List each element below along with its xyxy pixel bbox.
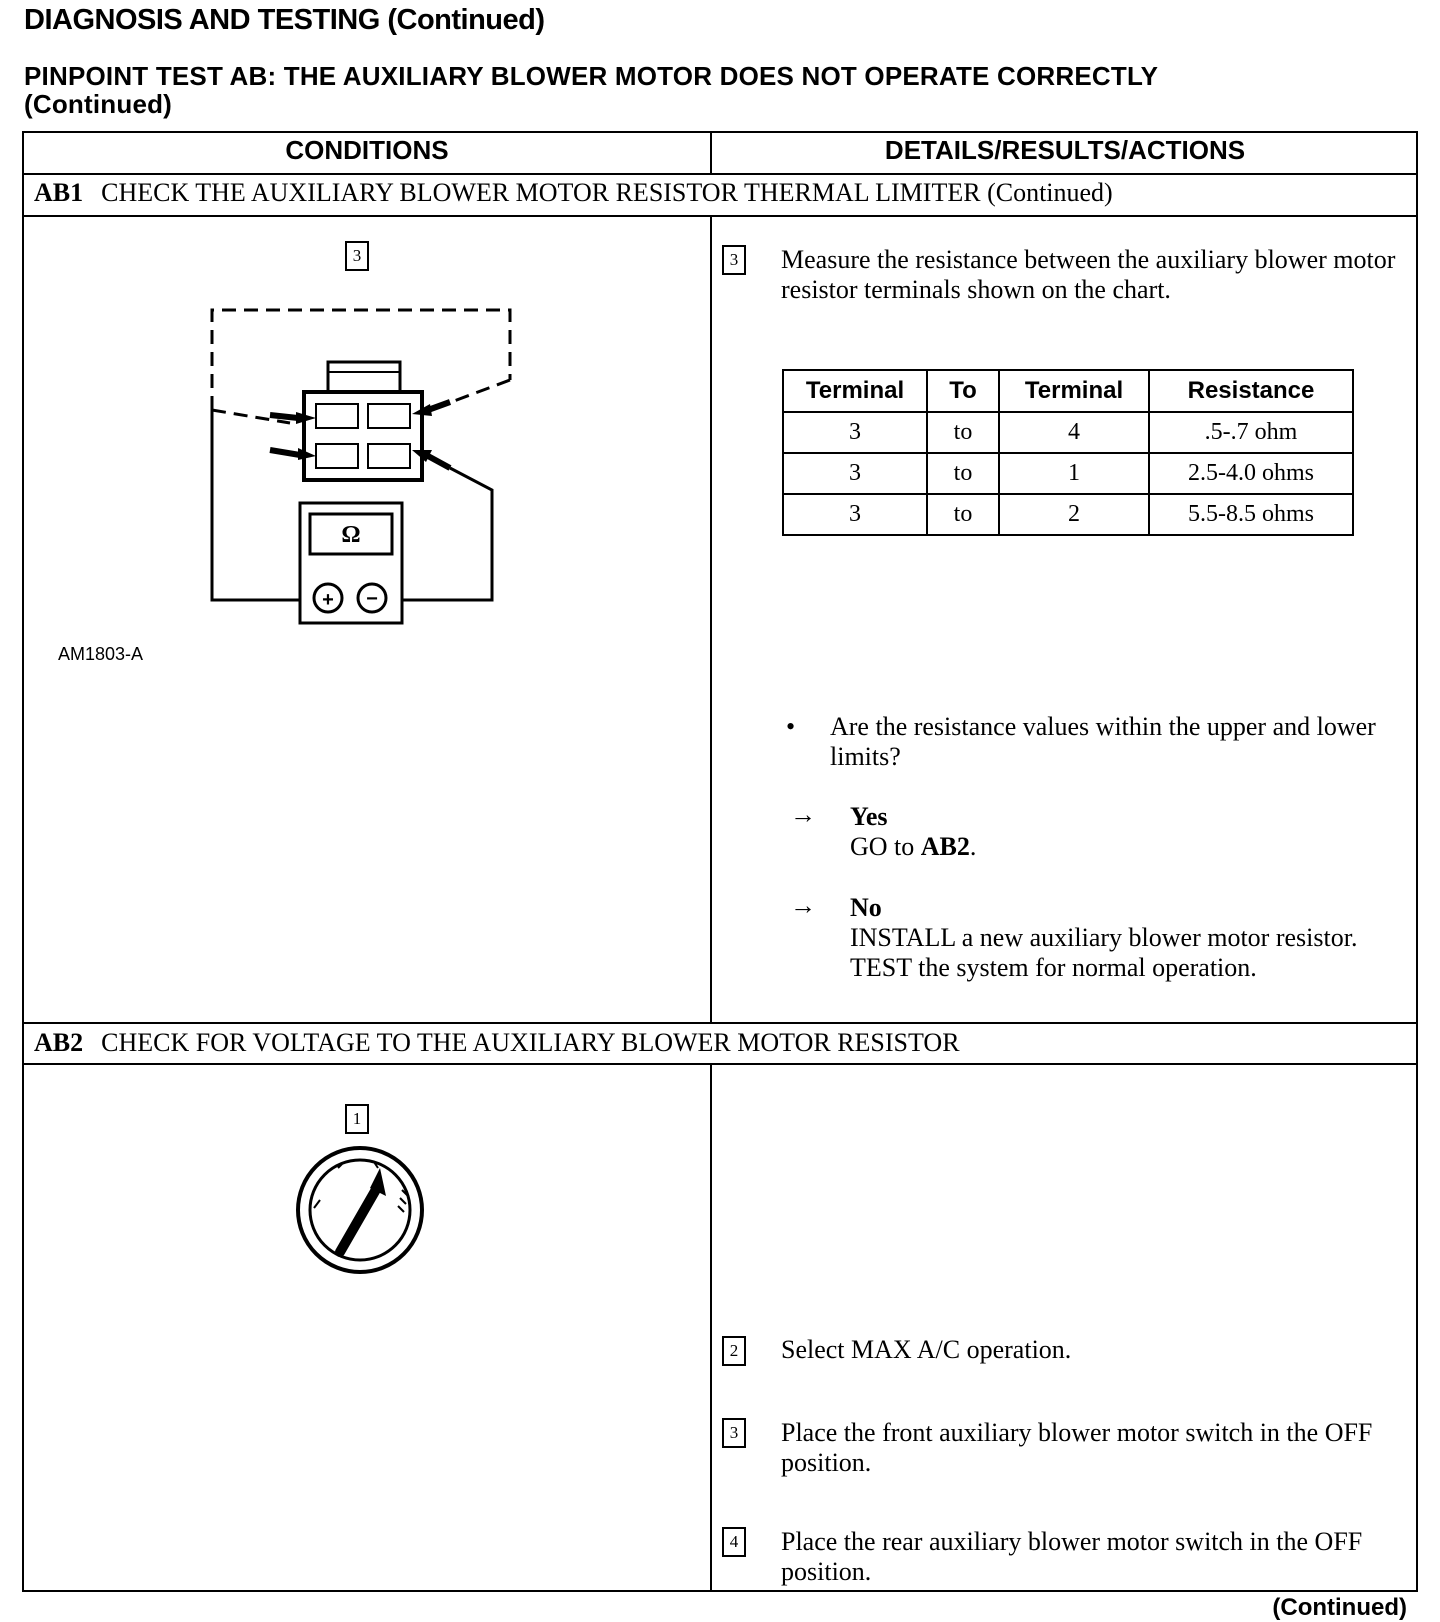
chart-cell: 2.5-4.0 ohms (1149, 453, 1353, 494)
chart-cell: to (927, 494, 999, 535)
pinpoint-test-title (24, 62, 1158, 118)
no-result (850, 893, 1370, 983)
no-label: No (850, 893, 882, 922)
chart-cell: 3 (783, 494, 927, 535)
chart-cell: 3 (783, 453, 927, 494)
chart-header: Resistance (1149, 370, 1353, 412)
pinpoint-test-title-line2: (Continued) (24, 89, 173, 119)
step-instruction: Select MAX A/C operation. (781, 1335, 1072, 1364)
step-number: 4 (722, 1527, 746, 1557)
step-number: 3 (722, 245, 746, 275)
chart-cell: 3 (783, 412, 927, 453)
ab1-code: AB1 (34, 178, 84, 207)
yes-action: GO to AB2. (850, 832, 977, 861)
chart-cell: 1 (999, 453, 1149, 494)
divider (22, 215, 1418, 217)
meter-lead-negative (398, 468, 492, 600)
arrow-icon: → (790, 891, 816, 920)
ab2-step-header (34, 1028, 960, 1058)
arrow-icon: → (790, 800, 816, 829)
page-title: DIAGNOSIS AND TESTING (Continued) (24, 4, 545, 36)
positive-sign: + (322, 589, 334, 611)
figure-label: AM1803-A (58, 644, 144, 664)
step-number: 3 (722, 1418, 746, 1448)
conditions-header: CONDITIONS (285, 135, 449, 165)
divider (22, 173, 1418, 175)
chart-cell: 4 (999, 412, 1149, 453)
step-instruction: Place the front auxiliary blower motor switch in the OFF position. (781, 1418, 1373, 1477)
step-instruction: Measure the resistance between the auxiliary blower motor resistor terminals shown on the chart. (781, 245, 1396, 304)
ab2-reference: AB2 (920, 832, 970, 861)
negative-sign: − (366, 588, 378, 610)
pinpoint-test-title-line1: PINPOINT TEST AB: THE AUXILIARY BLOWER MOTOR DOES NOT OPERATE CORRECTLY (24, 61, 1159, 91)
step-number: 2 (722, 1336, 746, 1366)
step-instruction: Place the rear auxiliary blower motor switch in the OFF position. (781, 1527, 1363, 1586)
figure-step-number: 3 (345, 241, 369, 271)
terminal (316, 404, 358, 428)
column-divider (710, 215, 712, 1024)
details-header: DETAILS/RESULTS/ACTIONS (884, 135, 1246, 165)
yes-result (850, 802, 1410, 862)
divider (22, 1063, 1418, 1065)
bullet-icon: • (786, 712, 796, 741)
yes-label: Yes (850, 802, 888, 831)
chart-header: To (927, 370, 999, 412)
ohm-symbol: Ω (341, 522, 361, 548)
chart-header: Terminal (783, 370, 927, 412)
question-text: Are the resistance values within the upper and lower limits? (830, 712, 1376, 771)
chart-cell: to (927, 453, 999, 494)
chart-header: Terminal (999, 370, 1149, 412)
figure-step-number: 1 (345, 1104, 369, 1134)
ab1-title: CHECK THE AUXILIARY BLOWER MOTOR RESISTOR THERMAL LIMITER (Continued) (101, 178, 1113, 207)
table-row (783, 453, 1353, 494)
divider (22, 1022, 1418, 1024)
no-action: INSTALL a new auxiliary blower motor resistor. TEST the system for normal operation. (850, 923, 1358, 982)
terminal (316, 444, 358, 468)
chart-cell: 5.5-8.5 ohms (1149, 494, 1353, 535)
meter-lead-positive (212, 410, 304, 600)
chart-cell: to (927, 412, 999, 453)
chart-cell: 2 (999, 494, 1149, 535)
ab2-code: AB2 (34, 1028, 84, 1057)
table-row (783, 494, 1353, 535)
column-divider (710, 1063, 712, 1592)
connector-latch (328, 362, 400, 392)
terminal (368, 404, 410, 428)
resistor-measurement-diagram (200, 300, 520, 652)
chart-cell: .5-.7 ohm (1149, 412, 1353, 453)
table-row (783, 412, 1353, 453)
terminal (368, 444, 410, 468)
ignition-switch-icon (290, 1140, 430, 1280)
ab1-step-header (34, 178, 1113, 208)
resistance-chart (782, 369, 1354, 536)
ab2-title: CHECK FOR VOLTAGE TO THE AUXILIARY BLOWER MOTOR RESISTOR (101, 1028, 960, 1057)
continued-footer: (Continued) (1272, 1594, 1407, 1621)
